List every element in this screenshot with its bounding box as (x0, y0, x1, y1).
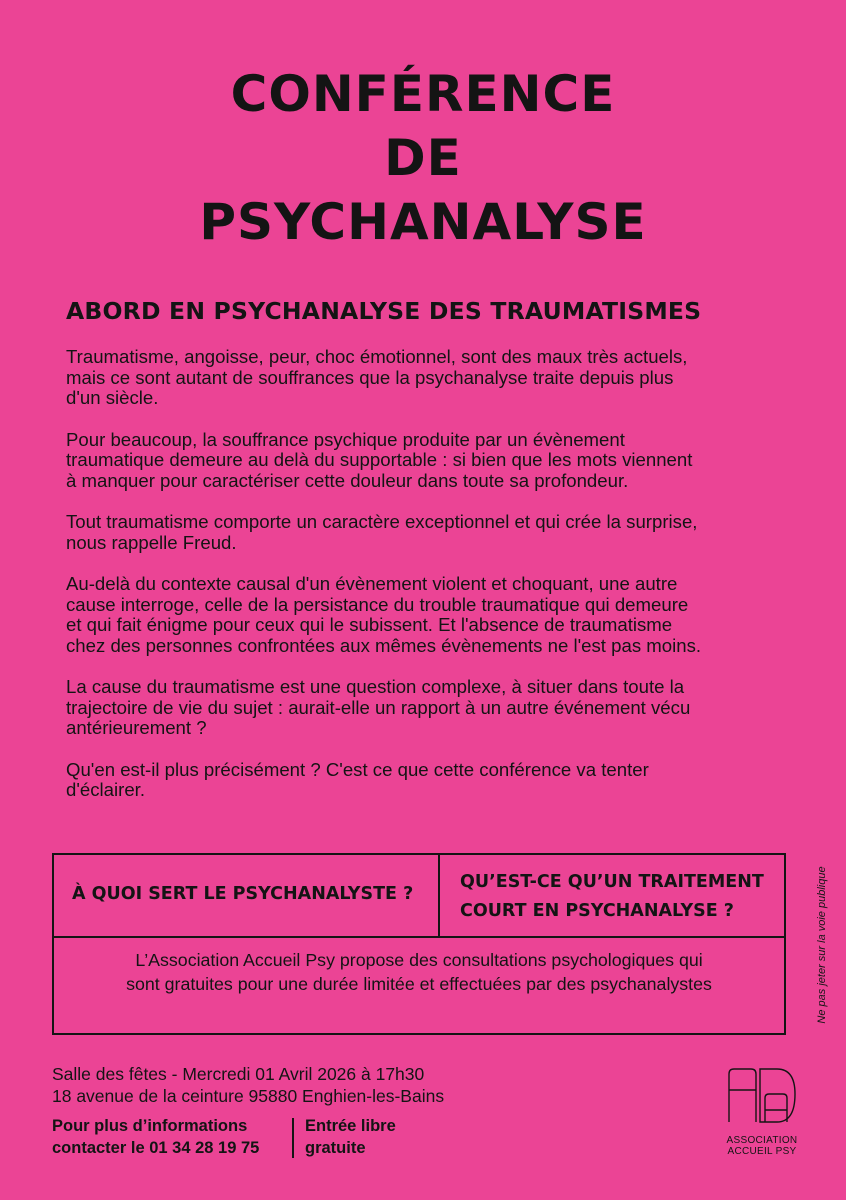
question-psychanalyste: À QUOI SERT LE PSYCHANALYSTE ? (72, 884, 414, 904)
event-details (52, 1063, 612, 1107)
paragraph: Traumatisme, angoisse, peur, choc émotionnel, sont des maux très actuels, mais ce sont autant de souffrances que la psychanalyse traite depuis plus d'un siècle. (66, 346, 688, 408)
info-box-divider (438, 855, 440, 938)
contact-divider (292, 1118, 294, 1158)
title-line-2: DE (384, 129, 462, 187)
side-note: Ne pas jeter sur la voie publique (816, 866, 828, 1024)
association-monogram-logo-icon (725, 1066, 799, 1124)
event-address: 18 avenue de la ceinture 95880 Enghien-les-Bains (52, 1086, 445, 1106)
body-text (66, 347, 796, 822)
entry-info: Entrée libre gratuite (305, 1117, 396, 1157)
paragraph: Au-delà du contexte causal d'un évènement violent et choquant, une autre cause interroge, celle de la persistance du trouble traumatique qui demeure et qui fait énigme pour ceux qui le subissent. Et l'absence de traumatisme chez des personnes confrontées aux mêmes évènements ne l'est pas moins. (66, 573, 702, 656)
title-line-3: PSYCHANALYSE (199, 193, 647, 251)
logo-text: ASSOCIATION ACCUEIL PSY (726, 1135, 798, 1157)
question-traitement-court: QU’EST-CE QU’UN TRAITEMENT COURT EN PSYCHANALYSE ? (460, 872, 764, 921)
phone-number: 01 34 28 19 75 (149, 1139, 260, 1157)
event-date-place: Salle des fêtes - Mercredi 01 Avril 2026 à 17h30 (52, 1064, 425, 1084)
paragraph: La cause du traumatisme est une question complexe, à situer dans toute la trajectoire de vie du sujet : aurait-elle un rapport à un autre événement vécu antérieurement ? (66, 676, 691, 738)
paragraph: Pour beaucoup, la souffrance psychique produite par un évènement traumatique demeure au delà du supportable : si bien que les mots viennent à manquer pour caractériser cette douleur dans toute sa profondeur. (66, 428, 693, 491)
association-info: L’Association Accueil Psy propose des consultations psychologiques qui sont gratuites pour une durée limitée et effectuées par des psychanalystes (126, 950, 712, 994)
conference-title (0, 62, 846, 254)
conference-subtitle: ABORD EN PSYCHANALYSE DES TRAUMATISMES (66, 297, 702, 325)
paragraph: Qu'en est-il plus précisément ? C'est ce que cette conférence va tenter d'éclairer. (66, 758, 649, 800)
paragraph: Tout traumatisme comporte un caractère exceptionnel et qui crée la surprise, nous rappelle Freud. (66, 511, 698, 553)
title-line-1: CONFÉRENCE (230, 65, 616, 123)
info-box (52, 853, 786, 1035)
contact-info: Pour plus d’informations contacter le 01 34 28 19 75 (52, 1117, 260, 1157)
